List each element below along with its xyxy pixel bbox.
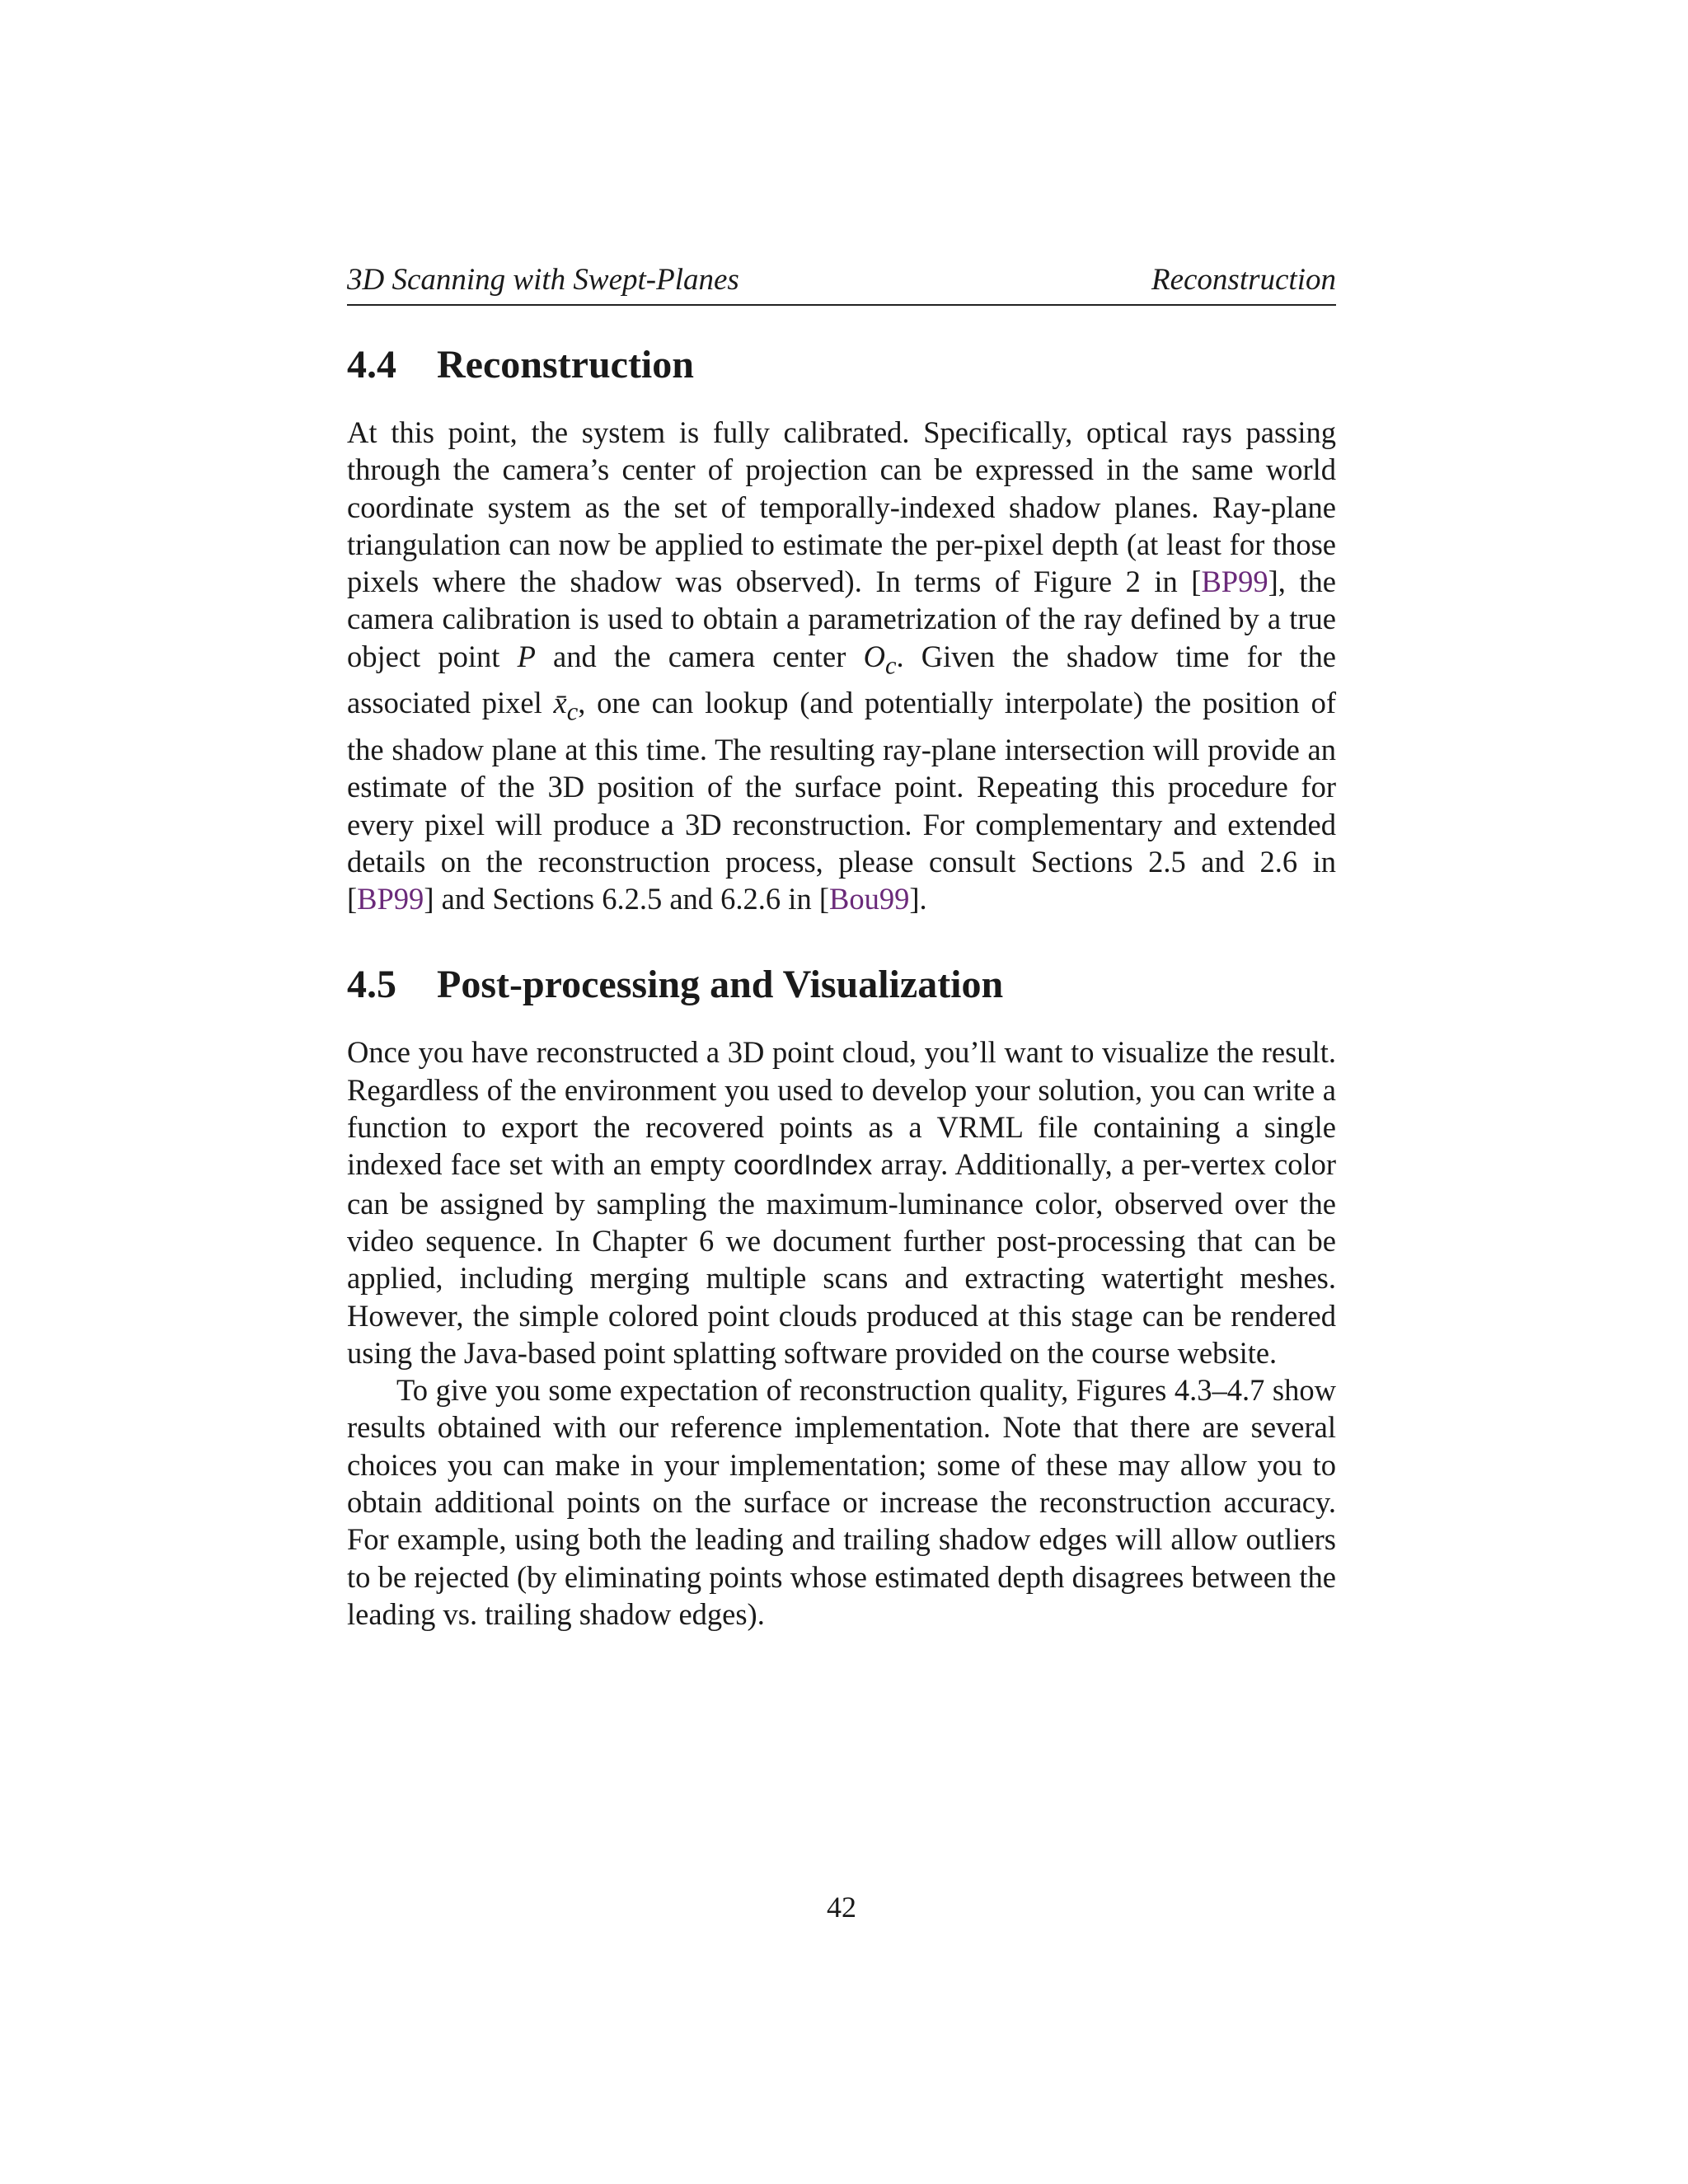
paragraph-reconstruction: At this point, the system is fully calibrated. Specifically, optical rays passing through the camera’s center of projection can be expressed in the same world coordinate system as the set of temporally-indexed shadow planes. Ray-plane triangulation can now be applied to estimate the per-pixel depth (at least for those pixels where the shadow was observed). In terms of Figure 2 in [BP99], the camera calibration is used to obtain a parametrization of the ray defined by a true object point P and the camera center $O_c$. Given the shadow time for the associated pixel $x̄_c$, one can lookup (and potentially interpolate) the position of the shadow plane at this time. The resulting ray-plane intersection will provide an estimate of the 3D position of the surface point. Repeating this procedure for every pixel will produce a 3D reconstruction. For complementary and extended details on the reconstruction process, please consult Sections 2.5 and 2.6 in [BP99] and Sections 6.2.5 and 6.2.6 in [Bou99]. — [347, 415, 1336, 916]
page-content — [347, 260, 1336, 1633]
code-term: coordIndex — [734, 1150, 873, 1182]
running-head-right: Reconstruction — [1151, 263, 1336, 297]
running-head-left: 3D Scanning with Swept-Planes — [347, 263, 739, 297]
section-number: 4.5 — [347, 963, 396, 1007]
paragraph-quality: To give you some expectation of reconstruction quality, Figures 4.3–4.7 show results obtained with our reference implementation. Note that there are several choices you can make in your implementation; some of these may allow you to obtain additional points on the surface or increase the reconstruction accuracy. For example, using both the leading and trailing shadow edges will allow outliers to be rejected (by eliminating points whose estimated depth disagrees between the leading vs. trailing shadow edges). — [347, 1373, 1336, 1631]
section-title: Post-processing and Visualization — [437, 963, 1004, 1007]
running-head — [347, 260, 1336, 306]
section-number: 4.4 — [347, 343, 396, 387]
section-heading-4-4 — [347, 340, 1336, 390]
math-symbol: $x̄_c$ — [553, 686, 579, 726]
section-heading-4-5 — [347, 960, 1336, 1010]
math-symbol: $O_c$ — [863, 639, 897, 680]
math-symbol: P — [517, 639, 536, 673]
paragraph-visualization: Once you have reconstructed a 3D point cloud, you’ll want to visualize the result. Regardless of the environment you used to develop your solution, you can write a function to export the recovered points as a VRML file containing a single indexed face set with an empty coordIndex array. Additionally, a per-vertex color can be assigned by sampling the maximum-luminance color, observed over the video sequence. In Chapter 6 we document further post-processing that can be applied, including merging multiple scans and extracting watertight meshes. However, the simple colored point clouds produced at this stage can be rendered using the Java-based point splatting software provided on the course website. — [347, 1035, 1336, 1370]
citation-link[interactable]: Bou99 — [828, 882, 910, 916]
page-number: 42 — [827, 1891, 856, 1924]
section-title: Reconstruction — [437, 343, 694, 387]
citation-link[interactable]: BP99 — [1201, 565, 1268, 599]
citation-link[interactable]: BP99 — [357, 882, 424, 916]
